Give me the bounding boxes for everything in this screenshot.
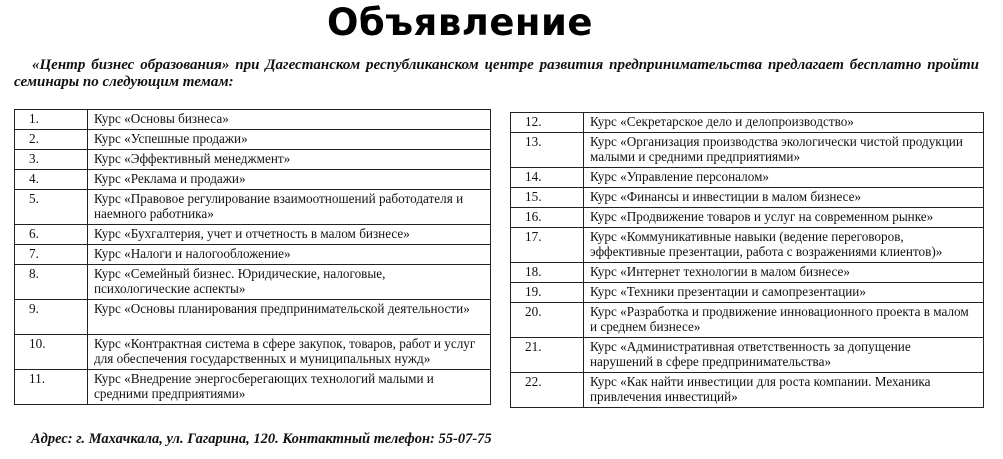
course-number: 16.: [511, 208, 584, 228]
course-number: 19.: [511, 283, 584, 303]
course-title: Курс «Налоги и налогообложение»: [88, 245, 491, 265]
table-row: [511, 208, 984, 228]
table-row: [15, 110, 491, 130]
course-number: 2.: [15, 130, 88, 150]
table-row: [511, 338, 984, 373]
course-title: Курс «Продвижение товаров и услуг на современном рынке»: [584, 208, 984, 228]
table-row: [511, 228, 984, 263]
table-row: [511, 283, 984, 303]
course-title: Курс «Успешные продажи»: [88, 130, 491, 150]
course-title: Курс «Внедрение энергосберегающих технологий малыми и средними предприятиями»: [88, 370, 491, 405]
course-title: Курс «Интернет технологии в малом бизнесе»: [584, 263, 984, 283]
course-number: 14.: [511, 168, 584, 188]
course-number: 18.: [511, 263, 584, 283]
course-title: Курс «Коммуникативные навыки (ведение переговоров, эффективные презентации, работа с возражениями клиентов)»: [584, 228, 984, 263]
course-title: Курс «Секретарское дело и делопроизводство»: [584, 113, 984, 133]
table-row: [511, 188, 984, 208]
course-title: Курс «Управление персоналом»: [584, 168, 984, 188]
course-title: Курс «Административная ответственность за допущение нарушений в сфере предпринимательства»: [584, 338, 984, 373]
course-number: 20.: [511, 303, 584, 338]
table-row: [511, 373, 984, 408]
table-row: [511, 133, 984, 168]
course-number: 3.: [15, 150, 88, 170]
course-title: Курс «Организация производства экологически чистой продукции малыми и средними предприятиями»: [584, 133, 984, 168]
course-title: Курс «Как найти инвестиции для роста компании. Механика привлечения инвестиций»: [584, 373, 984, 408]
course-title: Курс «Эффективный менеджмент»: [88, 150, 491, 170]
table-row: [15, 190, 491, 225]
course-number: 13.: [511, 133, 584, 168]
table-row: [511, 303, 984, 338]
page-title: Объявление: [326, 1, 594, 44]
course-title: Курс «Реклама и продажи»: [88, 170, 491, 190]
table-row: [15, 335, 491, 370]
intro-paragraph: «Центр бизнес образования» при Дагестанском республиканском центре развития предпринимательства предлагает бесплатно пройти семинары по следующим темам:: [14, 57, 979, 90]
table-row: [15, 370, 491, 405]
contact-footer: Адрес: г. Махачкала, ул. Гагарина, 120. Контактный телефон: 55-07-75: [31, 431, 492, 447]
course-number: 7.: [15, 245, 88, 265]
course-number: 21.: [511, 338, 584, 373]
table-row: [15, 170, 491, 190]
table-row: [15, 300, 491, 335]
course-number: 10.: [15, 335, 88, 370]
course-number: 9.: [15, 300, 88, 335]
course-number: 17.: [511, 228, 584, 263]
course-title: Курс «Семейный бизнес. Юридические, налоговые, психологические аспекты»: [88, 265, 491, 300]
course-title: Курс «Финансы и инвестиции в малом бизнесе»: [584, 188, 984, 208]
table-row: [15, 225, 491, 245]
course-title: Курс «Разработка и продвижение инновационного проекта в малом и среднем бизнесе»: [584, 303, 984, 338]
course-number: 22.: [511, 373, 584, 408]
table-row: [15, 265, 491, 300]
course-number: 15.: [511, 188, 584, 208]
table-row: [511, 168, 984, 188]
course-number: 6.: [15, 225, 88, 245]
course-title: Курс «Техники презентации и самопрезентации»: [584, 283, 984, 303]
course-title: Курс «Бухгалтерия, учет и отчетность в малом бизнесе»: [88, 225, 491, 245]
course-number: 11.: [15, 370, 88, 405]
course-title: Курс «Правовое регулирование взаимоотношений работодателя и наемного работника»: [88, 190, 491, 225]
course-number: 8.: [15, 265, 88, 300]
course-number: 1.: [15, 110, 88, 130]
course-title: Курс «Основы бизнеса»: [88, 110, 491, 130]
course-number: 4.: [15, 170, 88, 190]
table-row: [511, 113, 984, 133]
table-row: [15, 245, 491, 265]
courses-table-right: [510, 112, 984, 408]
course-title: Курс «Основы планирования предпринимательской деятельности»: [88, 300, 491, 335]
course-title: Курс «Контрактная система в сфере закупок, товаров, работ и услуг для обеспечения государственных и муниципальных нужд»: [88, 335, 491, 370]
table-row: [511, 263, 984, 283]
course-number: 5.: [15, 190, 88, 225]
courses-table-left: [14, 109, 491, 405]
table-row: [15, 150, 491, 170]
table-row: [15, 130, 491, 150]
course-number: 12.: [511, 113, 584, 133]
